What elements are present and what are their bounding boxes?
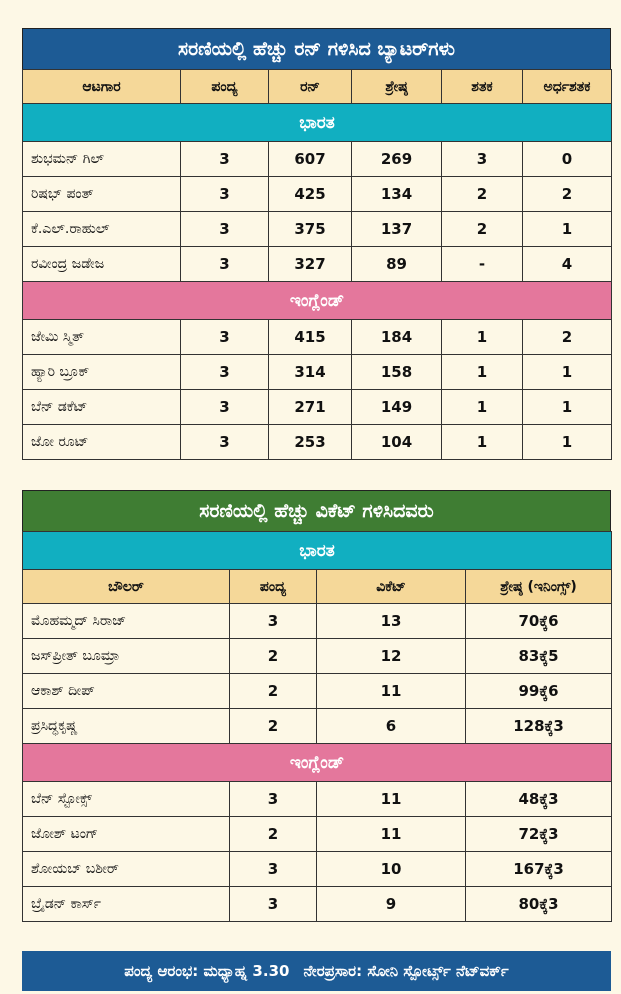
header-matches: ಪಂದ್ಯ — [181, 70, 269, 104]
runs-value: 327 — [269, 247, 352, 282]
table-row — [23, 177, 612, 212]
fifties-value: 2 — [523, 320, 612, 355]
runs-value: 253 — [269, 425, 352, 460]
hundreds-value: 1 — [442, 425, 523, 460]
table-row — [23, 355, 612, 390]
bowling-table — [22, 531, 612, 922]
player-name: ಶುಭಮನ್ ಗಿಲ್ — [23, 142, 181, 177]
table-row — [23, 425, 612, 460]
best-value: 184 — [352, 320, 442, 355]
header-fifties: ಅರ್ಧಶತಕ — [523, 70, 612, 104]
header-wickets: ವಿಕೆಟ್ — [317, 570, 466, 604]
best-value: 99ಕ್ಕೆ6 — [466, 674, 612, 709]
matches-value: 3 — [230, 604, 317, 639]
bowling-england-section — [23, 744, 612, 782]
header-best-innings: ಶ್ರೇಷ್ಠ (ಇನಿಂಗ್ಸ್) — [466, 570, 612, 604]
bowling-india-section — [23, 532, 612, 570]
table-row — [23, 674, 612, 709]
runs-value: 415 — [269, 320, 352, 355]
bowler-name: ಬೆನ್ ಸ್ಟೋಕ್ಸ್ — [23, 782, 230, 817]
best-value: 104 — [352, 425, 442, 460]
matches-value: 3 — [230, 852, 317, 887]
best-value: 167ಕ್ಕೆ3 — [466, 852, 612, 887]
hundreds-value: 2 — [442, 212, 523, 247]
section-label: ಭಾರತ — [23, 104, 612, 142]
best-value: 128ಕ್ಕೆ3 — [466, 709, 612, 744]
bowler-name: ಆಕಾಶ್ ದೀಪ್ — [23, 674, 230, 709]
player-name: ಹ್ಯಾರಿ ಬ್ರೂಕ್ — [23, 355, 181, 390]
fifties-value: 1 — [523, 390, 612, 425]
section-label: ಇಂಗ್ಲೆಂಡ್ — [23, 282, 612, 320]
table-row — [23, 817, 612, 852]
hundreds-value: 1 — [442, 320, 523, 355]
bowler-name: ಜಸ್‌ಪ್ರೀತ್ ಬೂಮ್ರಾ — [23, 639, 230, 674]
fifties-value: 1 — [523, 212, 612, 247]
matches-value: 3 — [230, 887, 317, 922]
table-row — [23, 709, 612, 744]
table-row — [23, 852, 612, 887]
wickets-value: 9 — [317, 887, 466, 922]
batting-header-row — [23, 70, 612, 104]
hundreds-value: 1 — [442, 355, 523, 390]
runs-value: 607 — [269, 142, 352, 177]
player-name: ಬೆನ್ ಡಕೆಟ್ — [23, 390, 181, 425]
table-row — [23, 247, 612, 282]
runs-value: 425 — [269, 177, 352, 212]
runs-value: 314 — [269, 355, 352, 390]
hundreds-value: - — [442, 247, 523, 282]
matches-value: 3 — [181, 355, 269, 390]
bowler-name: ಪ್ರಸಿದ್ಧಕೃಷ್ಣ — [23, 709, 230, 744]
header-bowler: ಬೌಲರ್ — [23, 570, 230, 604]
header-player: ಆಟಗಾರ — [23, 70, 181, 104]
bowling-table-title: ಸರಣಿಯಲ್ಲಿ ಹೆಚ್ಚು ವಿಕೆಟ್ ಗಳಿಸಿದವರು — [22, 490, 611, 531]
batting-india-section — [23, 104, 612, 142]
header-runs: ರನ್ — [269, 70, 352, 104]
batting-table-title: ಸರಣಿಯಲ್ಲಿ ಹೆಚ್ಚು ರನ್ ಗಳಿಸಿದ ಬ್ಯಾಟರ್‌ಗಳು — [22, 28, 611, 69]
table-row — [23, 142, 612, 177]
hundreds-value: 3 — [442, 142, 523, 177]
bowler-name: ಜೋಶ್ ಟಂಗ್ — [23, 817, 230, 852]
wickets-value: 10 — [317, 852, 466, 887]
fifties-value: 2 — [523, 177, 612, 212]
player-name: ರವೀಂದ್ರ ಜಡೇಜ — [23, 247, 181, 282]
best-value: 48ಕ್ಕೆ3 — [466, 782, 612, 817]
fifties-value: 4 — [523, 247, 612, 282]
best-value: 158 — [352, 355, 442, 390]
bowling-table-panel — [22, 490, 611, 922]
matches-value: 3 — [181, 390, 269, 425]
best-value: 83ಕ್ಕೆ5 — [466, 639, 612, 674]
player-name: ಜೇಮಿ ಸ್ಮಿತ್ — [23, 320, 181, 355]
table-row — [23, 782, 612, 817]
table-row — [23, 887, 612, 922]
wickets-value: 11 — [317, 782, 466, 817]
best-value: 80ಕ್ಕೆ3 — [466, 887, 612, 922]
fifties-value: 0 — [523, 142, 612, 177]
wickets-value: 11 — [317, 817, 466, 852]
batting-england-section — [23, 282, 612, 320]
table-row — [23, 639, 612, 674]
matches-value: 2 — [230, 817, 317, 852]
matches-value: 3 — [181, 425, 269, 460]
table-row — [23, 604, 612, 639]
table-row — [23, 390, 612, 425]
bowler-name: ಬ್ರೈಡನ್ ಕಾರ್ಸ್ — [23, 887, 230, 922]
runs-value: 375 — [269, 212, 352, 247]
batting-table — [22, 69, 612, 460]
matches-value: 2 — [230, 674, 317, 709]
section-label: ಇಂಗ್ಲೆಂಡ್ — [23, 744, 612, 782]
table-row — [23, 320, 612, 355]
wickets-value: 12 — [317, 639, 466, 674]
fifties-value: 1 — [523, 425, 612, 460]
matches-value: 2 — [230, 709, 317, 744]
best-value: 89 — [352, 247, 442, 282]
player-name: ರಿಷಭ್ ಪಂತ್ — [23, 177, 181, 212]
player-name: ಕೆ.ಎಲ್.ರಾಹುಲ್ — [23, 212, 181, 247]
matches-value: 2 — [230, 639, 317, 674]
matches-value: 3 — [181, 212, 269, 247]
matches-value: 3 — [230, 782, 317, 817]
runs-value: 271 — [269, 390, 352, 425]
bowler-name: ಮೊಹಮ್ಮದ್ ಸಿರಾಜ್ — [23, 604, 230, 639]
wickets-value: 13 — [317, 604, 466, 639]
hundreds-value: 2 — [442, 177, 523, 212]
header-best: ಶ್ರೇಷ್ಠ — [352, 70, 442, 104]
section-label: ಭಾರತ — [23, 532, 612, 570]
broadcast-info: ನೇರಪ್ರಸಾರ: ಸೋನಿ ಸ್ಪೋರ್ಟ್ಸ್ ನೆಟ್‌ವರ್ಕ್ — [303, 962, 509, 980]
bowling-header-row — [23, 570, 612, 604]
match-start-time: ಪಂದ್ಯ ಆರಂಭ: ಮಧ್ಯಾಹ್ನ 3.30 — [124, 962, 290, 980]
table-row — [23, 212, 612, 247]
matches-value: 3 — [181, 177, 269, 212]
best-value: 269 — [352, 142, 442, 177]
best-value: 72ಕ್ಕೆ3 — [466, 817, 612, 852]
wickets-value: 6 — [317, 709, 466, 744]
matches-value: 3 — [181, 247, 269, 282]
fifties-value: 1 — [523, 355, 612, 390]
bowler-name: ಶೋಯಬ್ ಬಶೀರ್ — [23, 852, 230, 887]
matches-value: 3 — [181, 320, 269, 355]
best-value: 70ಕ್ಕೆ6 — [466, 604, 612, 639]
batting-table-panel — [22, 28, 611, 460]
wickets-value: 11 — [317, 674, 466, 709]
header-matches: ಪಂದ್ಯ — [230, 570, 317, 604]
hundreds-value: 1 — [442, 390, 523, 425]
header-hundreds: ಶತಕ — [442, 70, 523, 104]
player-name: ಜೋ ರೂಟ್ — [23, 425, 181, 460]
matches-value: 3 — [181, 142, 269, 177]
best-value: 149 — [352, 390, 442, 425]
match-info-footer — [22, 951, 611, 991]
best-value: 137 — [352, 212, 442, 247]
best-value: 134 — [352, 177, 442, 212]
